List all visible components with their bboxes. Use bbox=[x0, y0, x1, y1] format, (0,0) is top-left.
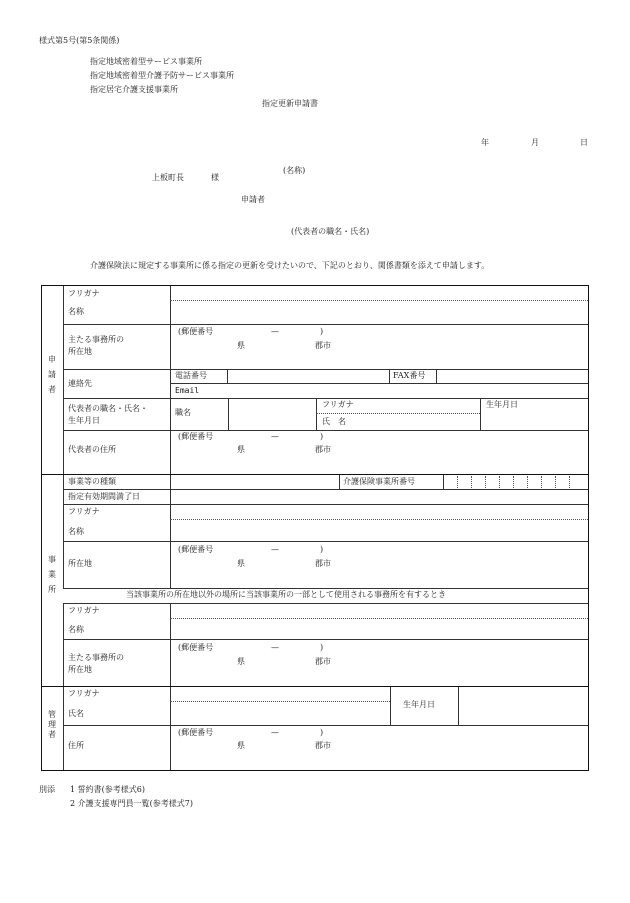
date-day: 日 bbox=[580, 138, 588, 147]
expiry-date-label: 指定有効期間満了日 bbox=[68, 492, 140, 501]
applicant-name-label: (名称) bbox=[283, 166, 306, 175]
office-type-3: 指定居宅介護支援事業所 bbox=[90, 85, 178, 94]
intro-text: 介護保険法に規定する事業所に係る指定の更新を受けたいので、下記のとおり、関係書類を添えて申請します。 bbox=[90, 261, 490, 270]
office-prefecture-label: 県 bbox=[237, 559, 245, 568]
form-number: 様式第5号(第5条関係) bbox=[39, 36, 120, 45]
page-title: 指定更新申請書 bbox=[262, 99, 318, 108]
manager-postal-dash: — bbox=[271, 728, 279, 737]
manager-section-label: 管 理 者 bbox=[48, 710, 56, 739]
rep-postal-label: (郵便番号 bbox=[178, 432, 214, 441]
manager-city-label: 郡市 bbox=[315, 741, 331, 750]
office-name-label: 名称 bbox=[68, 527, 84, 536]
representative-label: (代表者の職名・氏名) bbox=[291, 227, 370, 236]
insurance-number-label: 介護保険事業所番号 bbox=[343, 477, 415, 486]
date-year: 年 bbox=[481, 138, 489, 147]
manager-birth-label: 生年月日 bbox=[403, 700, 435, 709]
other-office-main-label: 主たる事務所の 所在地 bbox=[68, 653, 124, 674]
addressee: 上板町長 bbox=[152, 173, 184, 182]
other-postal-label: (郵便番号 bbox=[178, 643, 214, 652]
manager-address-label: 住所 bbox=[68, 741, 84, 750]
rep-birth-label: 生年月日 bbox=[486, 400, 518, 409]
rep-postal-dash: — bbox=[271, 432, 279, 441]
office-postal-dash: — bbox=[271, 545, 279, 554]
office-city-label: 郡市 bbox=[315, 559, 331, 568]
representative-info-label: 代表者の職名・氏名・ 生年月日 bbox=[68, 404, 148, 425]
office-type-2: 指定地域密着型介護予防サービス事業所 bbox=[90, 71, 234, 80]
phone-label: 電話番号 bbox=[175, 371, 207, 380]
rep-name-label: 氏 名 bbox=[322, 417, 346, 426]
other-prefecture-label: 県 bbox=[237, 657, 245, 666]
applicant-furigana-label: フリガナ bbox=[68, 289, 100, 298]
honorific: 様 bbox=[211, 173, 219, 182]
office-location-label: 所在地 bbox=[68, 559, 92, 568]
city-label: 郡市 bbox=[315, 341, 331, 350]
job-title-label: 職名 bbox=[175, 408, 191, 417]
manager-postal-label: (郵便番号 bbox=[178, 728, 214, 737]
other-office-furigana-label: フリガナ bbox=[68, 606, 100, 615]
contact-label: 連絡先 bbox=[68, 379, 92, 388]
rep-address-label: 代表者の住所 bbox=[68, 445, 116, 454]
business-type-label: 事業等の種類 bbox=[68, 477, 116, 486]
fax-label: FAX番号 bbox=[393, 371, 426, 380]
applicant-section-label: 申 請 者 bbox=[48, 355, 56, 395]
attachments-label: 別添 bbox=[39, 785, 55, 794]
rep-furigana-label: フリガナ bbox=[322, 400, 354, 409]
applicant-postal-label: (郵便番号 bbox=[178, 327, 214, 336]
other-office-note: 当該事業所の所在地以外の場所に当該事業所の一部として使用される事務所を有するとき bbox=[126, 590, 446, 599]
applicant-main-office-label: 主たる事務所の 所在地 bbox=[68, 335, 124, 356]
office-postal-close: ) bbox=[320, 545, 324, 554]
manager-name-label: 氏名 bbox=[68, 709, 84, 718]
rep-prefecture-label: 県 bbox=[237, 445, 245, 454]
rep-city-label: 郡市 bbox=[315, 445, 331, 454]
email-label: Email bbox=[175, 386, 200, 395]
other-office-name-label: 名称 bbox=[68, 625, 84, 634]
office-furigana-label: フリガナ bbox=[68, 507, 100, 516]
office-type-1: 指定地域密着型サービス事業所 bbox=[90, 57, 202, 66]
prefecture-label: 県 bbox=[237, 341, 245, 350]
applicant-label: 申請者 bbox=[241, 195, 265, 204]
manager-furigana-label: フリガナ bbox=[68, 689, 100, 698]
date-month: 月 bbox=[531, 138, 539, 147]
office-section-label: 事 業 所 bbox=[48, 555, 56, 595]
rep-postal-close: ) bbox=[320, 432, 324, 441]
other-postal-close: ) bbox=[320, 643, 324, 652]
other-postal-dash: — bbox=[271, 643, 279, 652]
attachment-item-1: 1 誓約書(参考様式6) bbox=[70, 785, 145, 794]
manager-postal-close: ) bbox=[320, 728, 324, 737]
applicant-name-field-label: 名称 bbox=[68, 307, 84, 316]
attachment-item-2: 2 介護支援専門員一覧(参考様式7) bbox=[70, 799, 193, 808]
office-postal-label: (郵便番号 bbox=[178, 545, 214, 554]
postal-dash: — bbox=[271, 327, 279, 336]
manager-prefecture-label: 県 bbox=[237, 741, 245, 750]
postal-close: ) bbox=[320, 327, 324, 336]
other-city-label: 郡市 bbox=[315, 657, 331, 666]
